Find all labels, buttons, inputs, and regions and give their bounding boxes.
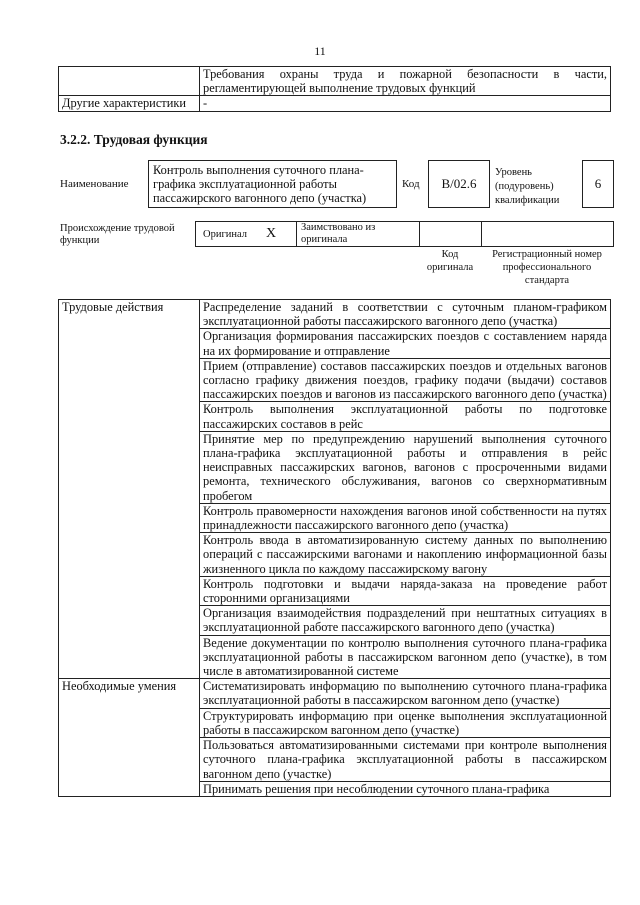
table-row — [59, 67, 611, 96]
table-cell: Систематизировать информацию по выполнению суточного плана-графика эксплуатационной работы в пассажирском вагонном депо (участке) — [200, 679, 611, 708]
table-cell: Принятие мер по предупреждению нарушений выполнения суточного плана-графика эксплуатационной работы и отправления в рейс неисправных пассажирских вагонов, вагонов с просроченными видами ремонта, технического обслуживания, вагонов со сверхнормативным пробегом — [200, 431, 611, 503]
table-row — [59, 96, 611, 111]
section-label: Необходимые умения — [59, 679, 200, 797]
code-original-caption: Код оригинала — [426, 249, 474, 273]
code-value-box — [428, 160, 490, 208]
divider — [296, 221, 297, 246]
borrowed-label: Заимствовано из оригинала — [301, 222, 376, 245]
page-number: 11 — [314, 44, 326, 58]
section-label: Трудовые действия — [59, 300, 200, 679]
table-cell: Контроль ввода в автоматизированную систему данных по выполнению операций с пассажирскими вагонами и накоплению информационной базы жизненного цикла по каждому пассажирскому вагону — [200, 533, 611, 577]
name-label: Наименование — [60, 178, 129, 190]
top-characteristics-table — [58, 66, 611, 112]
divider — [419, 221, 420, 246]
level-value-box — [582, 160, 614, 208]
table-cell: Прием (отправление) составов пассажирских поездов и отдельных вагонов согласно графику движения поездов, графику подачи (выдачи) составов пассажирских поездов и вагонов из пассажирского вагонного депо (участка) — [200, 358, 611, 402]
row-label — [59, 67, 200, 96]
labor-function-table — [58, 299, 611, 797]
row-value: Требования охраны труда и пожарной безопасности в части, регламентирующей выполнение трудовых функций — [200, 67, 611, 96]
table-cell: Распределение заданий в соответствии с суточным планом-графиком эксплуатационной работы пассажирского вагонного депо (участка) — [200, 300, 611, 329]
name-value-box — [148, 160, 397, 208]
level-label: Уровень (подуровень) квалификации — [495, 167, 560, 206]
table-row — [59, 300, 611, 329]
code-label: Код — [402, 178, 420, 190]
table-row — [59, 679, 611, 708]
registration-caption: Регистрационный номер профессионального стандарта — [492, 249, 602, 286]
original-label: Оригинал — [203, 229, 247, 240]
section-heading: 3.2.2. Трудовая функция — [60, 132, 208, 147]
level-value: 6 — [594, 176, 602, 191]
table-cell: Принимать решения при несоблюдении суточного плана-графика — [200, 781, 611, 796]
table-cell: Контроль выполнения эксплуатационной работы по подготовке пассажирских составов в рейс — [200, 402, 611, 431]
table-cell: Организация формирования пассажирских поездов с составлением наряда на их формирование и отправление — [200, 329, 611, 358]
name-value: Контроль выполнения суточного плана-графика эксплуатационной работы пассажирского вагонного депо (участка) — [153, 163, 367, 206]
row-value: - — [200, 96, 611, 111]
original-mark: X — [266, 226, 277, 241]
code-value: B/02.6 — [441, 176, 477, 191]
origin-label: Происхождение трудовой функции — [60, 223, 175, 246]
table-cell: Организация взаимодействия подразделений при нештатных ситуациях в эксплуатационной работе пассажирского вагонного депо (участка) — [200, 606, 611, 635]
table-cell: Контроль подготовки и выдачи наряда-заказа на проведение работ сторонними организациями — [200, 576, 611, 605]
table-cell: Структурировать информацию при оценке выполнения эксплуатационной работы в пассажирском вагонном депо (участке) — [200, 708, 611, 737]
table-cell: Контроль правомерности нахождения вагонов иной собственности на путях принадлежности пассажирского вагонного депо (участка) — [200, 503, 611, 532]
table-cell: Пользоваться автоматизированными системами при контроле выполнения суточного плана-графика эксплуатационной работы в пассажирском вагонном депо (участке) — [200, 738, 611, 782]
row-label: Другие характеристики — [59, 96, 200, 111]
table-cell: Ведение документации по контролю выполнения суточного плана-графика эксплуатационной работы в пассажирском вагонном депо (участке), в том числе в автоматизированной системе — [200, 635, 611, 679]
divider — [481, 221, 482, 246]
